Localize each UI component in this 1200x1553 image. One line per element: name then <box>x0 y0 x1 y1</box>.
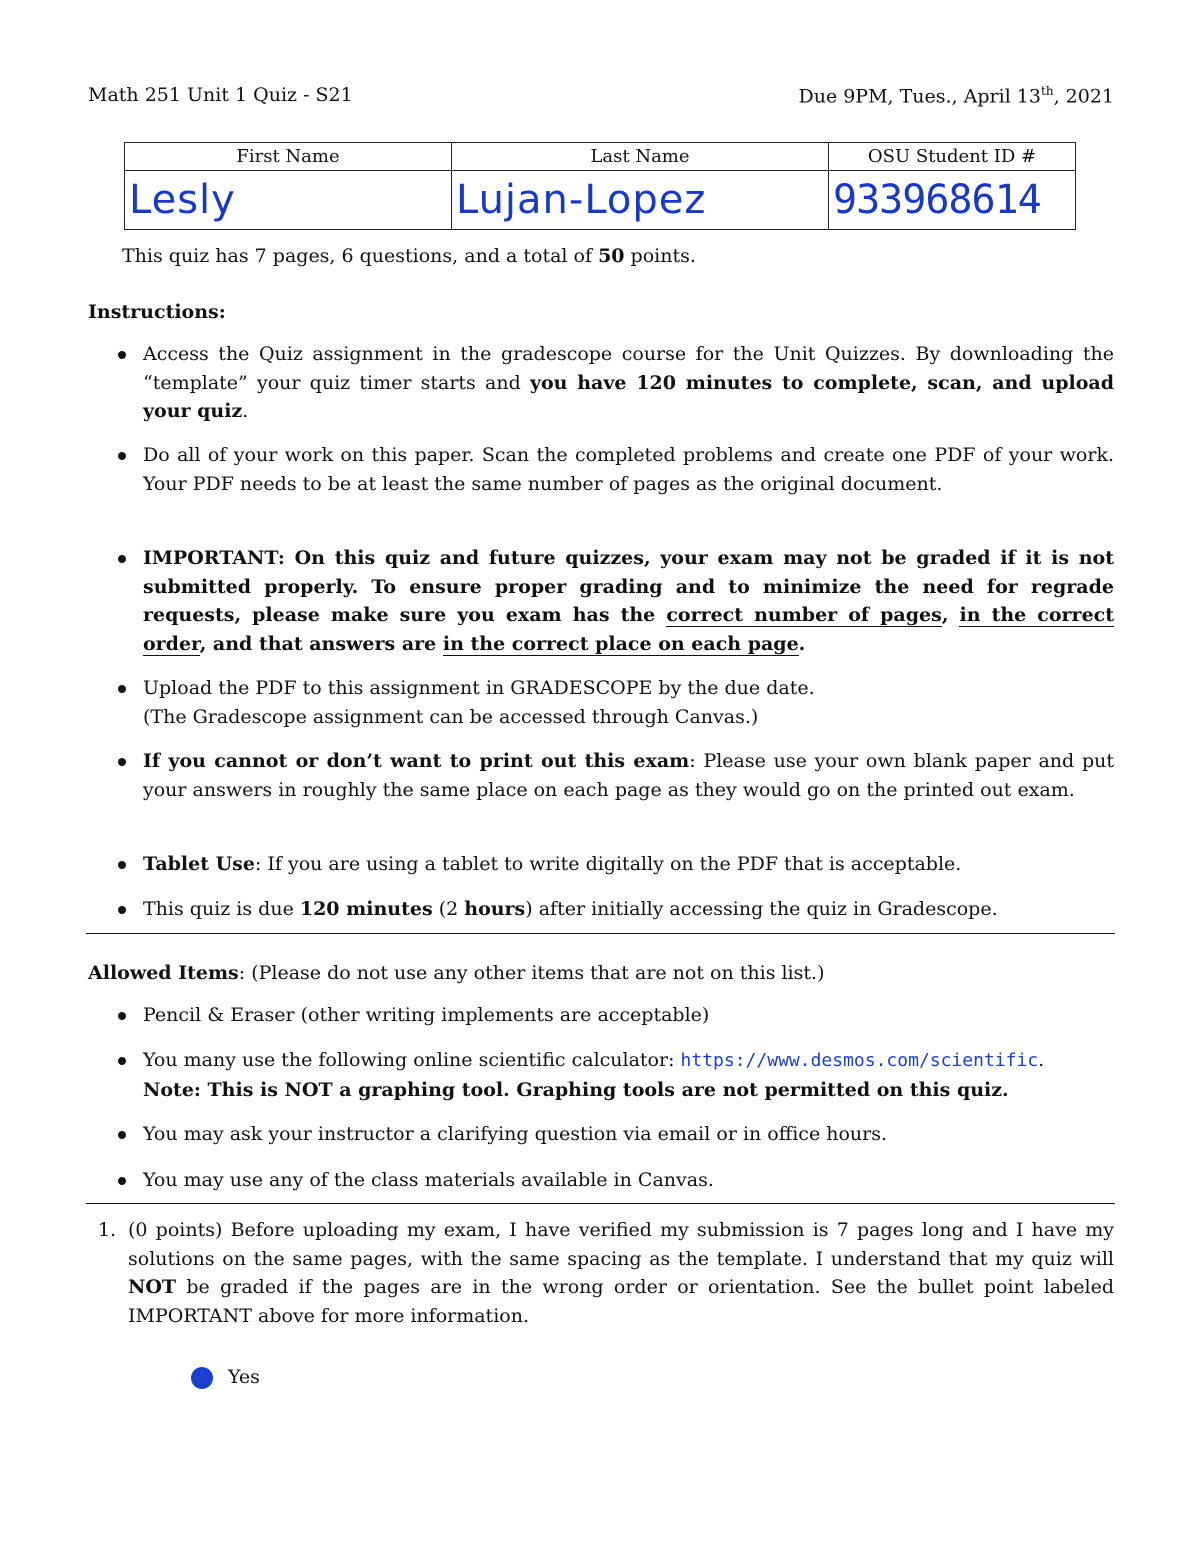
student-id-header: OSU Student ID # <box>829 143 1076 171</box>
bullet-icon <box>118 906 126 914</box>
last-name-value: Lujan-Lopez <box>456 177 707 223</box>
yes-radio-filled[interactable] <box>191 1367 213 1389</box>
first-name-value: Lesly <box>129 177 236 223</box>
question-1: 1. (0 points) Before uploading my exam, I have verified my submission is 7 pages long and I have my solutions on the same pages, with the same spacing as the template. I understand that my quiz will NOT be graded if the pages are in the wrong order or orientation. See the bullet point labeled IMPORTANT above for more information. <box>98 1216 1114 1330</box>
list-item: If you cannot or don’t want to print out this exam: Please use your own blank paper and put your answers in roughly the same place on each page as they would go on the printed out exam. <box>118 747 1114 804</box>
student-id-field[interactable] <box>829 171 1076 230</box>
yes-option-label: Yes <box>228 1366 260 1388</box>
list-item: Pencil & Eraser (other writing implements are acceptable) <box>118 1001 1114 1030</box>
question-number: 1. <box>98 1219 117 1241</box>
first-name-header: First Name <box>125 143 452 171</box>
divider <box>86 933 1115 934</box>
course-title: Math 251 Unit 1 Quiz - S21 <box>88 84 353 106</box>
divider <box>86 1203 1115 1204</box>
first-name-field[interactable] <box>125 171 452 230</box>
desmos-link[interactable]: https://www.desmos.com/scientific <box>680 1050 1039 1071</box>
bullet-icon <box>118 1012 126 1020</box>
list-item: Do all of your work on this paper. Scan the completed problems and create one PDF of your work. Your PDF needs to be at least the same number of pages as the original document. <box>118 441 1114 498</box>
list-item: You many use the following online scientific calculator: https://www.desmos.com/scientific. Note: This is NOT a graphing tool. Graphing tools are not permitted on this quiz. <box>118 1046 1114 1104</box>
bullet-icon <box>118 1177 126 1185</box>
list-item: Tablet Use: If you are using a tablet to write digitally on the PDF that is acceptable. <box>118 850 1114 879</box>
quiz-summary: This quiz has 7 pages, 6 questions, and a total of 50 points. <box>122 245 696 267</box>
last-name-header: Last Name <box>452 143 829 171</box>
last-name-field[interactable] <box>452 171 829 230</box>
list-item: Upload the PDF to this assignment in GRADESCOPE by the due date. (The Gradescope assignment can be accessed through Canvas.) <box>118 674 1114 731</box>
bullet-icon <box>118 351 126 359</box>
list-item: You may ask your instructor a clarifying question via email or in office hours. <box>118 1120 1114 1149</box>
bullet-icon <box>118 555 126 563</box>
bullet-icon <box>118 758 126 766</box>
due-date: Due 9PM, Tues., April 13th, 2021 <box>798 84 1114 108</box>
student-id-value: 933968614 <box>833 177 1041 223</box>
bullet-icon <box>118 861 126 869</box>
bullet-icon <box>118 452 126 460</box>
allowed-items-heading: Allowed Items: (Please do not use any other items that are not on this list.) <box>88 962 825 984</box>
bullet-icon <box>118 685 126 693</box>
list-item: Access the Quiz assignment in the gradescope course for the Unit Quizzes. By downloading the “template” your quiz timer starts and you have 120 minutes to complete, scan, and upload your quiz. <box>118 340 1114 426</box>
student-info-table <box>124 142 1076 230</box>
list-item: IMPORTANT: On this quiz and future quizzes, your exam may not be graded if it is not submitted properly. To ensure proper grading and to minimize the need for regrade requests, please make sure you exam has the correct number of pages, in the correct order, and that answers are in the correct place on each page. <box>118 544 1114 658</box>
bullet-icon <box>118 1057 126 1065</box>
list-item: This quiz is due 120 minutes (2 hours) after initially accessing the quiz in Gradescope. <box>118 895 1114 924</box>
instructions-heading: Instructions: <box>88 301 226 323</box>
bullet-icon <box>118 1131 126 1139</box>
list-item: You may use any of the class materials available in Canvas. <box>118 1166 1114 1195</box>
